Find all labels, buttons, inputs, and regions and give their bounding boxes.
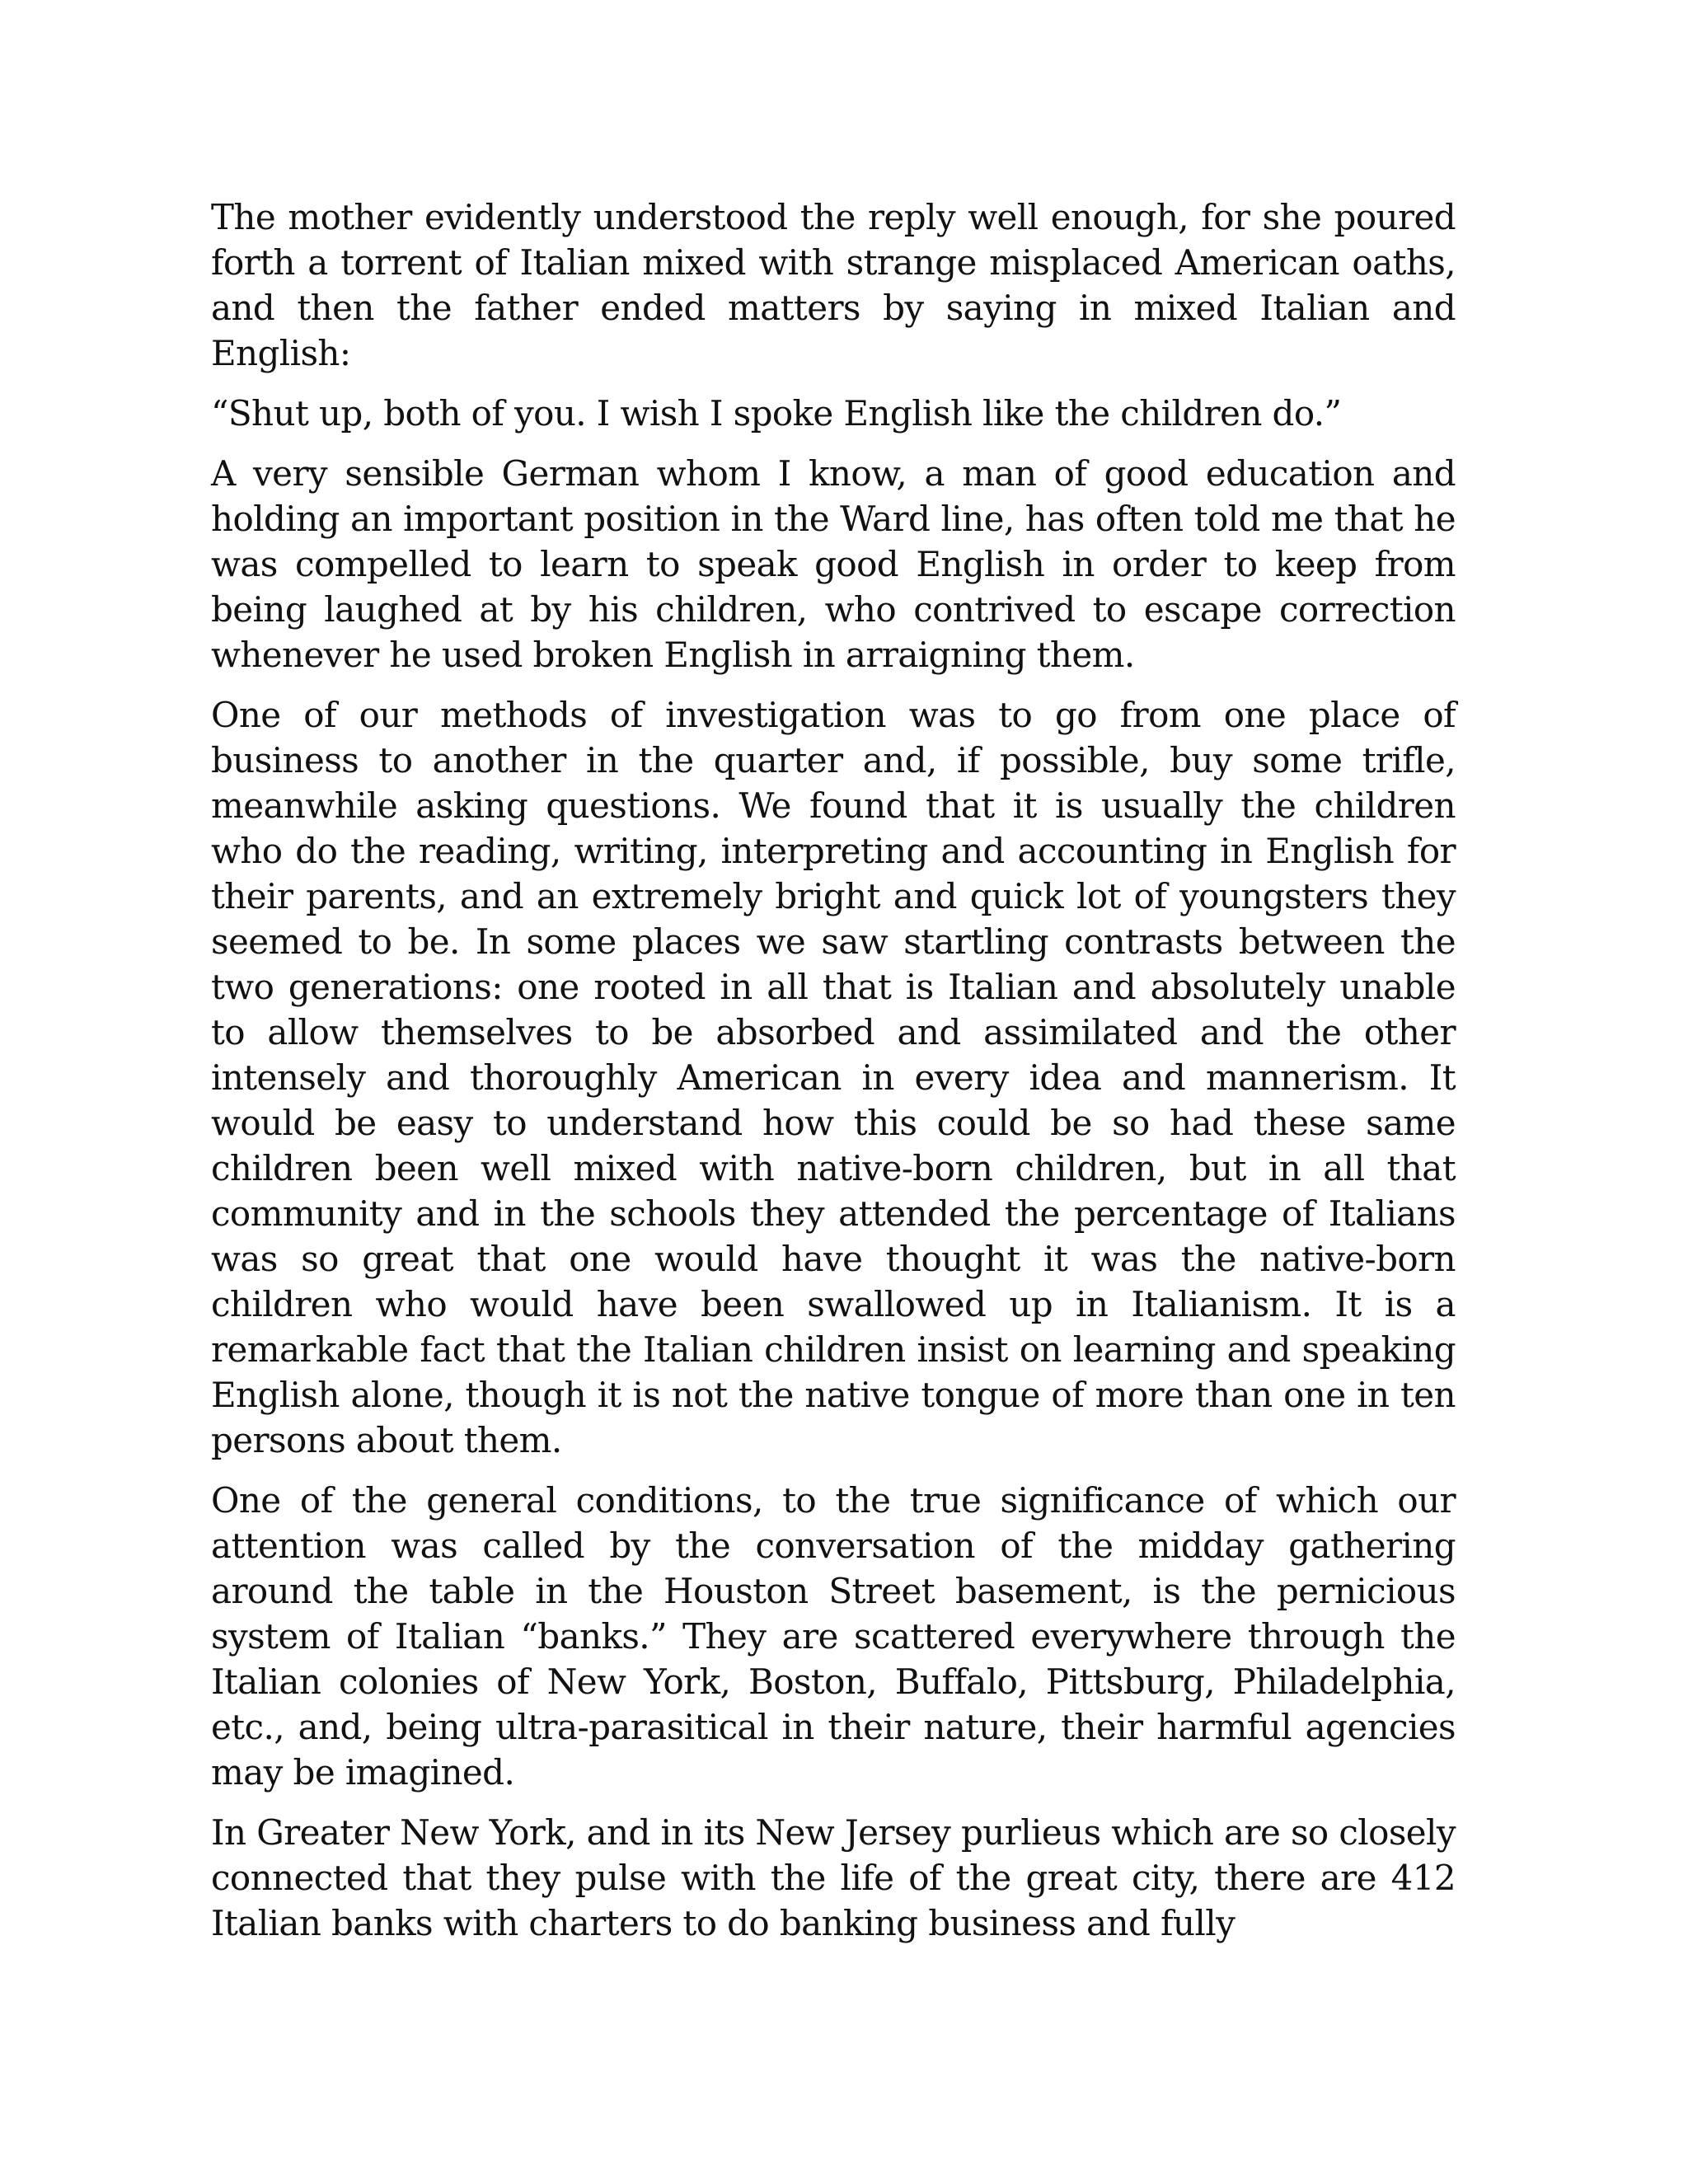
body-text bbox=[211, 194, 1456, 1961]
paragraph-6: In Greater New York, and in its New Jersey purlieus which are so closely connected that they pulse with the life of the great city, there are 412 Italian banks with charters to do banking business and fully bbox=[211, 1812, 1456, 1943]
paragraph-4: One of our methods of investigation was to go from one place of business to another in the quarter and, if possible, buy some trifle, meanwhile asking questions. We found that it is usually the children who do the reading, writing, interpreting and accounting in English for their parents, and an extremely bright and quick lot of youngsters they seemed to be. In some places we saw startling contrasts between the two generations: one rooted in all that is Italian and absolutely unable to allow themselves to be absorbed and assimilated and the other intensely and thoroughly American in every idea and mannerism. It would be easy to understand how this could be so had these same children been well mixed with native-born children, but in all that community and in the schools they attended the percentage of Italians was so great that one would have thought it was the native-born children who would have been swallowed up in Italianism. It is a remarkable fact that the Italian children insist on learning and speaking English alone, though it is not the native tongue of more than one in ten persons about them. bbox=[211, 695, 1456, 1460]
paragraph-5: One of the general conditions, to the true significance of which our attention was called by the conversation of the midday gathering around the table in the Houston Street basement, is the pernicious system of Italian “banks.” They are scattered everywhere through the Italian colonies of New York, Boston, Buffalo, Pittsburg, Philadelphia, etc., and, being ultra-parasitical in their nature, their harmful agencies may be imagined. bbox=[211, 1480, 1456, 1793]
paragraph-2: “Shut up, both of you. I wish I spoke English like the children do.” bbox=[211, 393, 1342, 434]
paragraph-1: The mother evidently understood the reply well enough, for she poured forth a torrent of Italian mixed with strange misplaced American oaths, and then the father ended matters by saying in mixed Italian and English: bbox=[211, 197, 1456, 373]
paragraph-3: A very sensible German whom I know, a man of good education and holding an important position in the Ward line, has often told me that he was compelled to learn to speak good English in order to keep from being laughed at by his children, who contrived to escape correction whenever he used broken English in arraigning them. bbox=[211, 453, 1456, 675]
